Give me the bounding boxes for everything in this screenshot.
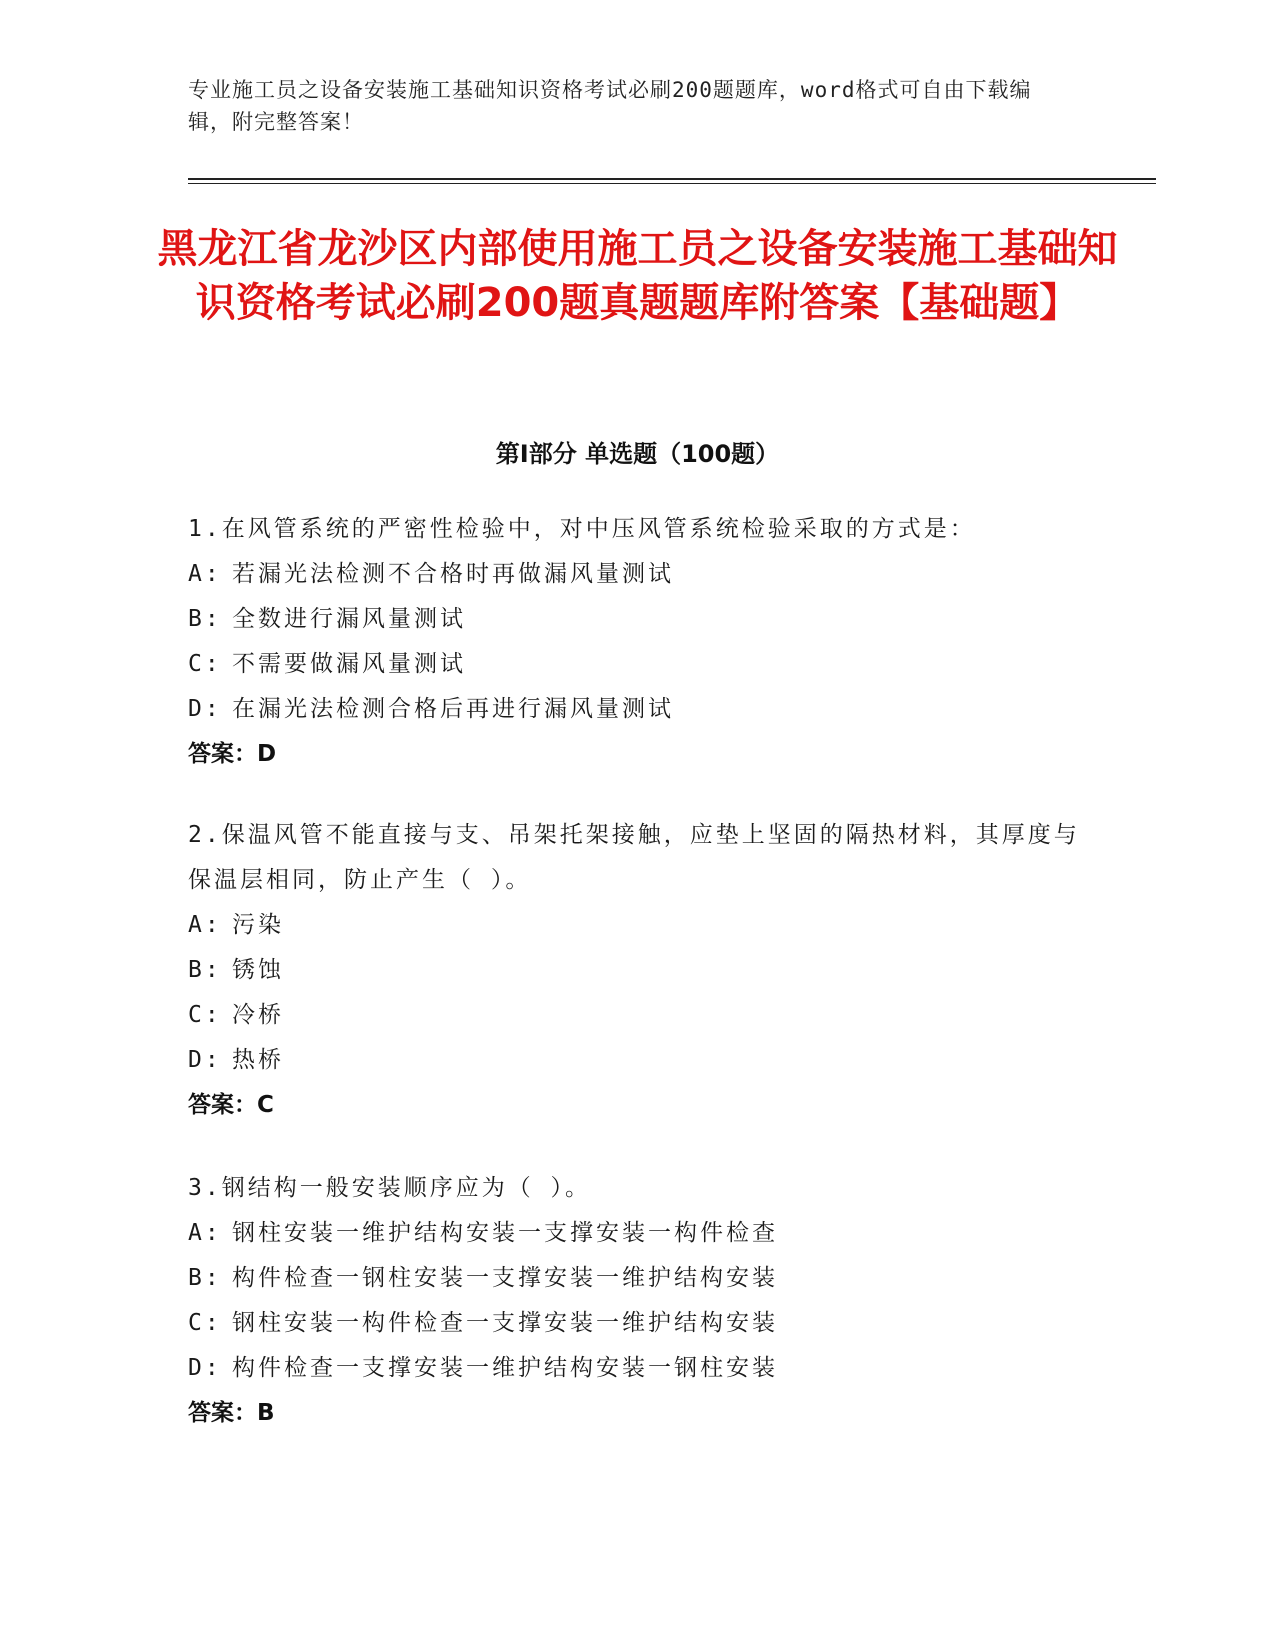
option-text: 冷桥 xyxy=(232,1002,284,1028)
option-letter: A: xyxy=(188,912,222,938)
option-letter: D: xyxy=(188,696,222,722)
option-text: 构件检查一支撑安装一维护结构安装一钢柱安装 xyxy=(232,1355,778,1381)
header-note: 专业施工员之设备安装施工基础知识资格考试必刷200题题库，word格式可自由下载编辑，附完整答案！ xyxy=(188,78,1032,134)
option-text: 钢柱安装一维护结构安装一支撑安装一构件检查 xyxy=(232,1220,778,1246)
option-letter: D: xyxy=(188,1047,222,1073)
option-d xyxy=(188,1346,1088,1391)
option-c xyxy=(188,993,1088,1038)
option-a xyxy=(188,903,1088,948)
option-text: 不需要做漏风量测试 xyxy=(232,651,466,677)
option-letter: C: xyxy=(188,1310,222,1336)
document-title: 黑龙江省龙沙区内部使用施工员之设备安装施工基础知识资格考试必刷200题真题题库附答案【基础题】 xyxy=(157,226,1118,326)
option-b xyxy=(188,597,1088,642)
option-a xyxy=(188,552,1088,597)
header-divider-thin xyxy=(188,183,1156,184)
option-letter: B: xyxy=(188,606,222,632)
question-stem: 1.在风管系统的严密性检验中，对中压风管系统检验采取的方式是： xyxy=(188,516,976,542)
option-c xyxy=(188,1301,1088,1346)
header-divider-thick xyxy=(188,178,1156,180)
option-c xyxy=(188,642,1088,687)
option-letter: A: xyxy=(188,561,222,587)
option-text: 钢柱安装一构件检查一支撑安装一维护结构安装 xyxy=(232,1310,778,1336)
answer: 答案：C xyxy=(188,1092,274,1118)
option-b xyxy=(188,1256,1088,1301)
answer: 答案：B xyxy=(188,1400,275,1426)
option-letter: A: xyxy=(188,1220,222,1246)
option-d xyxy=(188,687,1088,732)
option-text: 污染 xyxy=(232,912,284,938)
option-letter: D: xyxy=(188,1355,222,1381)
answer: 答案：D xyxy=(188,741,277,767)
question-stem: 3.钢结构一般安装顺序应为（ ）。 xyxy=(188,1175,592,1201)
question-stem: 2.保温风管不能直接与支、吊架托架接触，应垫上坚固的隔热材料，其厚度与保温层相同，防止产生（ ）。 xyxy=(188,822,1080,893)
option-text: 构件检查一钢柱安装一支撑安装一维护结构安装 xyxy=(232,1265,778,1291)
option-letter: C: xyxy=(188,1002,222,1028)
option-a xyxy=(188,1211,1088,1256)
option-text: 全数进行漏风量测试 xyxy=(232,606,466,632)
question-2 xyxy=(188,813,1088,1128)
option-d xyxy=(188,1038,1088,1083)
question-1 xyxy=(188,507,1088,777)
option-text: 若漏光法检测不合格时再做漏风量测试 xyxy=(232,561,674,587)
option-letter: B: xyxy=(188,1265,222,1291)
section-title: 第I部分 单选题（100题） xyxy=(495,440,780,468)
question-3 xyxy=(188,1166,1088,1436)
option-text: 在漏光法检测合格后再进行漏风量测试 xyxy=(232,696,674,722)
option-text: 锈蚀 xyxy=(232,957,284,983)
option-b xyxy=(188,948,1088,993)
option-text: 热桥 xyxy=(232,1047,284,1073)
option-letter: C: xyxy=(188,651,222,677)
option-letter: B: xyxy=(188,957,222,983)
